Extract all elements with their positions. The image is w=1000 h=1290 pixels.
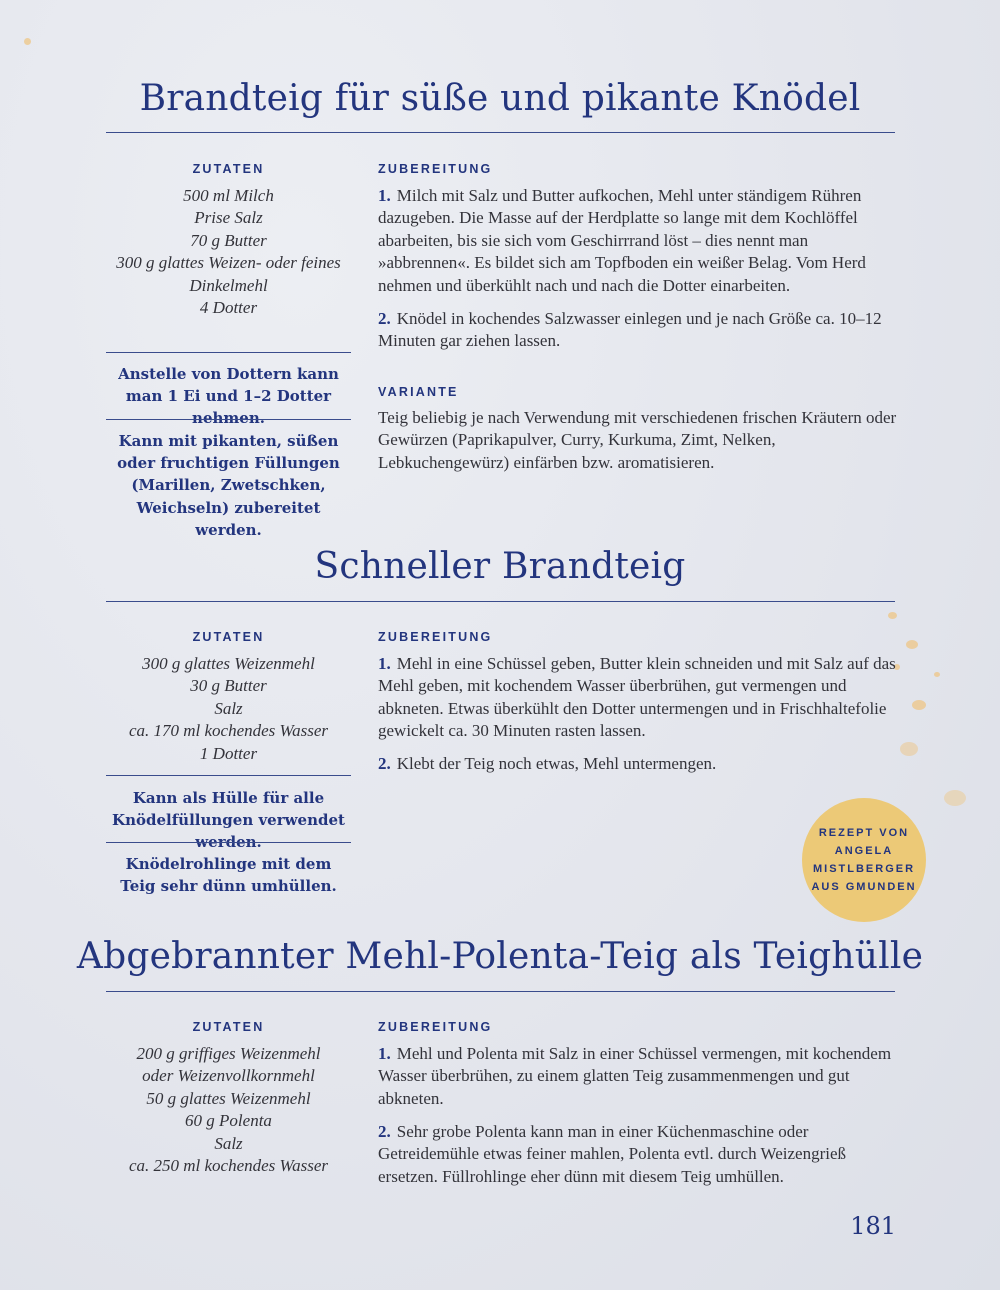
ingredients-label: ZUTATEN [192,1020,265,1034]
recipe-title: Abgebrannter Mehl-Polenta-Teig als Teighülle [76,936,924,977]
tip-divider [106,842,351,843]
ingredient-item: 300 g glattes Weizen- oder feines [116,253,341,273]
step-text: Mehl in eine Schüssel geben, Butter klein schneiden und mit Salz auf das Mehl geben, mit kochendem Wasser überbrühen, gut vermengen und abkneten. Etwas überkühlt den Dotter untermengen und in Frischhaltefolie gewickelt ca. 30 Minuten rasten lassen. [378,654,896,741]
tip-divider [106,775,351,776]
step-number: 2. [378,754,391,773]
ingredient-item: 300 g glattes Weizenmehl [142,654,315,673]
ingredient-item: 30 g Butter [190,676,267,696]
step-text: Sehr grobe Polenta kann man in einer Küchenmaschine oder Getreidemühle etwas feiner mahlen, Polenta evtl. durch Weizengrieß ersetzen. Füllrohlinge eher dünn mit diesem Teig umhüllen. [378,1122,846,1186]
step-text: Knödel in kochendes Salzwasser einlegen und je nach Größe ca. 10–12 Minuten gar ziehen lassen. [378,309,882,351]
preparation-step [378,1121,898,1188]
decorative-crumb [934,672,940,677]
tip-note: Knödelrohlinge mit dem Teig sehr dünn umhüllen. [120,855,337,896]
ingredient-item: 50 g glattes Weizenmehl [146,1088,311,1108]
ingredients-list [106,653,351,765]
page-number: 181 [850,1212,896,1240]
preparation-step [378,185,898,297]
decorative-crumb [900,742,918,756]
decorative-crumb [912,700,926,710]
ingredients-label: ZUTATEN [192,162,265,176]
recipe-title: Schneller Brandteig [314,546,686,587]
badge-line: REZEPT VON [818,827,910,839]
variant-text: Teig beliebig je nach Verwendung mit verschiedenen frischen Kräutern oder Gewürzen (Paprikapulver, Curry, Kurkuma, Zimt, Nelken, Lebkuchengewürz) einfärben bzw. aromatisieren. [378,408,897,472]
preparation-step [378,753,898,775]
recipe-title: Brandteig für süße und pikante Knödel [139,78,861,119]
preparation-step [378,653,898,743]
ingredient-item: 1 Dotter [199,743,258,763]
variant-label: VARIANTE [378,385,459,399]
title-divider [106,601,895,602]
ingredient-item: Salz [214,698,243,718]
step-number: 1. [378,186,391,205]
preparation-step [378,308,898,353]
decorative-crumb [944,790,966,806]
ingredients-list [106,1043,351,1177]
ingredient-item: Dinkelmehl [189,275,268,295]
ingredient-item: 200 g griffiges Weizenmehl [136,1044,321,1063]
step-text: Klebt der Teig noch etwas, Mehl untermengen. [396,754,717,773]
badge-line: MISTLBERGER [812,863,916,875]
title-divider [106,991,895,992]
ingredient-item: ca. 170 ml kochendes Wasser [128,721,329,741]
ingredients-label: ZUTATEN [192,630,265,644]
preparation-label: ZUBEREITUNG [378,630,493,644]
ingredient-item: 4 Dotter [199,298,258,318]
ingredient-item: Salz [214,1133,243,1153]
step-number: 1. [378,654,391,673]
title-divider [106,132,895,133]
decorative-crumb [24,38,31,45]
ingredient-item: 60 g Polenta [185,1111,272,1131]
ingredient-item: 70 g Butter [190,230,267,250]
ingredients-list [106,185,351,319]
tip-note: Anstelle von Dottern kann man 1 Ei und 1–2 Dotter nehmen. [118,365,339,428]
step-number: 2. [378,309,391,328]
ingredient-item: Prise Salz [194,208,263,228]
ingredient-item: ca. 250 ml kochendes Wasser [128,1156,329,1176]
recipe-credit-badge [802,798,926,922]
badge-line: AUS GMUNDEN [811,881,917,893]
tip-divider [106,352,351,353]
badge-line: ANGELA [834,845,894,857]
tip-divider [106,419,351,420]
step-number: 2. [378,1122,391,1141]
decorative-crumb [888,612,897,619]
ingredient-item: 500 ml Milch [183,186,274,205]
step-text: Milch mit Salz und Butter aufkochen, Mehl unter ständigem Rühren dazugeben. Die Masse auf der Herdplatte so lange mit dem Kochlöffel abarbeiten, bis sie sich vom Geschirrrand löst – dies nennt man »abbrennen«. Es bildet sich am Topfboden ein weißer Belag. Vom Herd nehmen und überkühlt nach und nach die Dotter einarbeiten. [378,186,866,295]
step-text: Mehl und Polenta mit Salz in einer Schüssel vermengen, mit kochendem Wasser überbrühen, zu einem glatten Teig zusammenmengen und gut abkneten. [378,1044,892,1108]
preparation-step [378,1043,898,1110]
step-number: 1. [378,1044,391,1063]
preparation-label: ZUBEREITUNG [378,162,493,176]
tip-note: Kann als Hülle für alle Knödelfüllungen verwendet werden. [112,789,345,852]
tip-note: Kann mit pikanten, süßen oder fruchtigen Füllungen (Marillen, Zwetschken, Weichseln) zubereitet werden. [117,432,340,539]
preparation-label: ZUBEREITUNG [378,1020,493,1034]
decorative-crumb [906,640,918,649]
ingredient-item: oder Weizenvollkornmehl [142,1066,315,1086]
